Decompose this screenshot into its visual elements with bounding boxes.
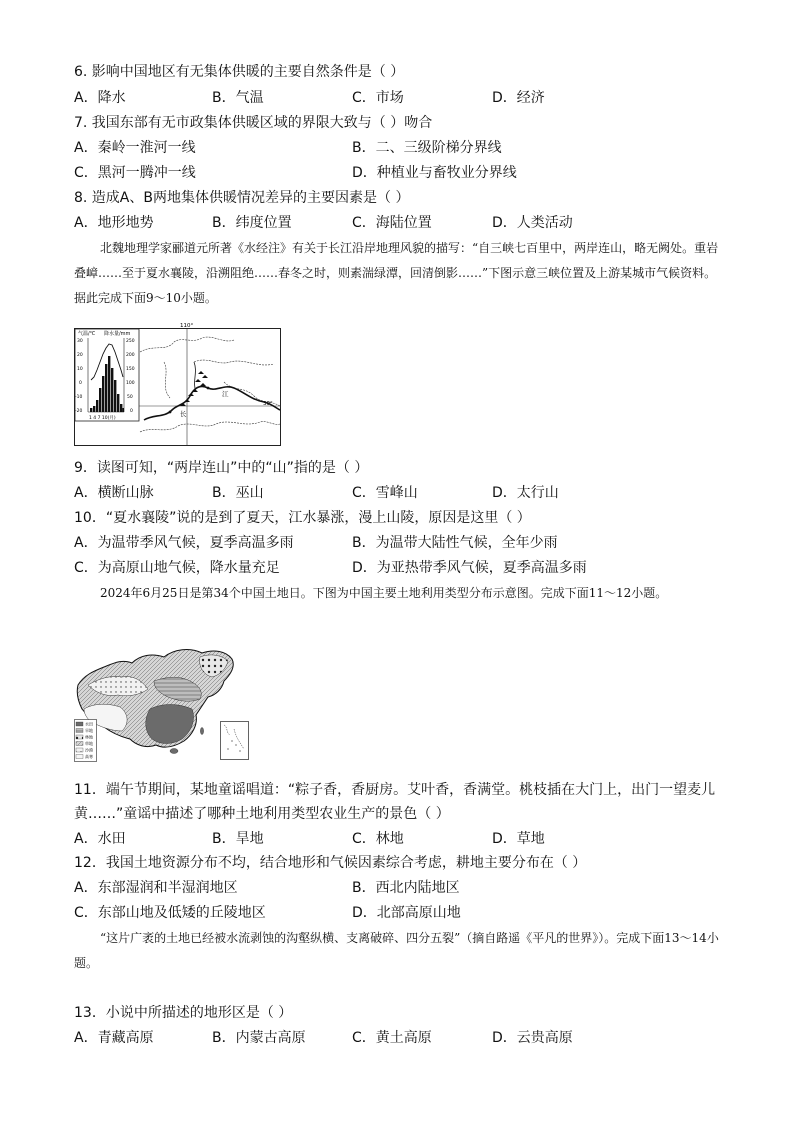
precip-tick: 0 — [130, 409, 133, 414]
passage-ordinary-world — [74, 926, 720, 976]
question-13-option-c: C．黄土高原 — [352, 1030, 432, 1046]
legend-item: 水田 — [85, 721, 93, 727]
legend-item: 沙漠 — [85, 747, 93, 753]
china-land-use-map — [74, 645, 254, 763]
question-10-option-c: C．为高原山地气候，降水量充足 — [74, 560, 280, 576]
question-10-option-a: A．为温带季风气候，夏季高温多雨 — [74, 535, 294, 551]
question-8-option-a: A．地形地势 — [74, 215, 154, 231]
question-11-stem-line-1: 11．端午节期间，某地童谣唱道：“粽子香，香厨房。艾叶香，香满堂。桃枝插在大门上，出门一望麦儿 — [74, 782, 716, 798]
question-8-option-b: B．纬度位置 — [212, 215, 292, 231]
latitude-label: 30° — [263, 401, 273, 407]
question-12-option-b: B．西北内陆地区 — [352, 880, 460, 896]
longitude-label: 110° — [180, 323, 194, 329]
question-12-stem: 12．我国土地资源分布不均，结合地形和气候因素综合考虑，耕地主要分布在（ ） — [74, 855, 587, 871]
question-10-option-d: D．为亚热带季风气候，夏季高温多雨 — [352, 560, 587, 576]
temp-tick: -20 — [75, 409, 83, 414]
river-label-chang: 长 — [180, 410, 187, 418]
question-9-option-b: B．巫山 — [212, 485, 264, 501]
question-11-option-d: D．草地 — [492, 831, 545, 847]
precipitation-axis-label: 降水量/mm — [104, 331, 131, 337]
climate-chart — [75, 329, 139, 421]
question-7-option-c: C．黑河一腾冲一线 — [74, 165, 196, 181]
passage-shuijingzhu-text: 北魏地理学家郦道元所著《水经注》有关于长江沿岸地理风貌的描写：“自三峡七百里中，两岸连山，略无阙处。重岩叠嶂……至于夏水襄陵，沿溯阻绝……春冬之时，则素湍绿潭，回清倒影……”下图示意三峡位置及上游某城市气候资料。据此完成下面9～10小题。 — [74, 241, 719, 305]
passage-land-day — [74, 581, 720, 606]
question-7-option-d: D．种植业与畜牧业分界线 — [352, 165, 517, 181]
question-11-option-b: B．旱地 — [212, 831, 264, 847]
precip-tick: 50 — [127, 395, 133, 400]
question-10-option-b: B．为温带大陆性气候，全年少雨 — [352, 535, 558, 551]
question-7-stem: 7. 我国东部有无市政集体供暖区域的界限大致与（ ）吻合 — [74, 115, 433, 131]
question-13-option-d: D．云贵高原 — [492, 1030, 573, 1046]
question-9-option-c: C．雪峰山 — [352, 485, 418, 501]
precip-tick: 200 — [126, 353, 135, 358]
question-7-option-a: A．秦岭一淮河一线 — [74, 140, 196, 156]
question-12-option-c: C．东部山地及低矮的丘陵地区 — [74, 905, 266, 921]
question-9-option-d: D．太行山 — [492, 485, 559, 501]
question-6-option-c: C．市场 — [352, 90, 404, 106]
question-9-option-a: A．横断山脉 — [74, 485, 154, 501]
question-11-option-c: C．林地 — [352, 831, 404, 847]
question-12-option-a: A．东部湿润和半湿润地区 — [74, 880, 238, 896]
legend-item: 草地 — [85, 741, 93, 746]
question-7-option-b: B．二、三级阶梯分界线 — [352, 140, 502, 156]
temperature-axis-label: 气温/℃ — [78, 331, 96, 337]
question-10-stem: 10．“夏水襄陵”说的是到了夏天，江水暴涨，漫上山陵，原因是这里（ ） — [74, 510, 531, 526]
question-13-option-a: A．青藏高原 — [74, 1030, 154, 1046]
passage-ordinary-world-text: “这片广袤的土地已经被水流剥蚀的沟壑纵横、支离破碎、四分五裂”（摘自路遥《平凡的世界》）。完成下面13～14小题。 — [74, 931, 719, 970]
temp-tick: -10 — [75, 395, 83, 400]
question-11-option-a: A．水田 — [74, 831, 126, 847]
legend-item: 高寒 — [85, 754, 93, 759]
land-use-legend — [75, 720, 97, 762]
question-12-option-d: D．北部高原山地 — [352, 905, 461, 921]
legend-item: 林地 — [85, 734, 93, 740]
passage-land-day-text: 2024年6月25日是第34个中国土地日。下图为中国主要土地利用类型分布示意图。完成下面11～12小题。 — [100, 586, 668, 600]
river-label-jiang: 江 — [222, 390, 229, 398]
three-gorges-figure — [74, 322, 282, 446]
month-axis-ticks: 1 4 7 10(月) — [89, 416, 116, 421]
legend-item: 旱地 — [85, 728, 93, 733]
question-8-stem: 8. 造成A、B两地集体供暖情况差异的主要因素是（ ） — [74, 190, 410, 206]
temp-tick: 10 — [77, 367, 83, 372]
precip-tick: 100 — [126, 381, 135, 386]
question-6-option-a: A．降水 — [74, 90, 126, 106]
question-8-option-c: C．海陆位置 — [352, 215, 432, 231]
precip-tick: 250 — [126, 339, 135, 344]
temp-tick: 0 — [79, 381, 82, 386]
temp-tick: 30 — [77, 339, 83, 344]
south-china-sea-inset — [221, 722, 249, 760]
question-8-option-d: D．人类活动 — [492, 215, 573, 231]
question-13-option-b: B．内蒙古高原 — [212, 1030, 306, 1046]
question-6-option-b: B．气温 — [212, 90, 264, 106]
question-6-option-d: D．经济 — [492, 90, 545, 106]
question-9-stem: 9．读图可知，“两岸连山”中的“山”指的是（ ） — [74, 460, 369, 476]
passage-shuijingzhu — [74, 236, 720, 311]
temp-tick: 20 — [77, 353, 83, 358]
question-11-stem-line-2: 黄……”童谣中描述了哪种土地利用类型农业生产的景色（ ） — [74, 806, 450, 822]
precip-tick: 150 — [126, 367, 135, 372]
question-6-stem: 6. 影响中国地区有无集体供暖的主要自然条件是（ ） — [74, 64, 405, 80]
question-13-stem: 13．小说中所描述的地形区是（ ） — [74, 1005, 293, 1021]
